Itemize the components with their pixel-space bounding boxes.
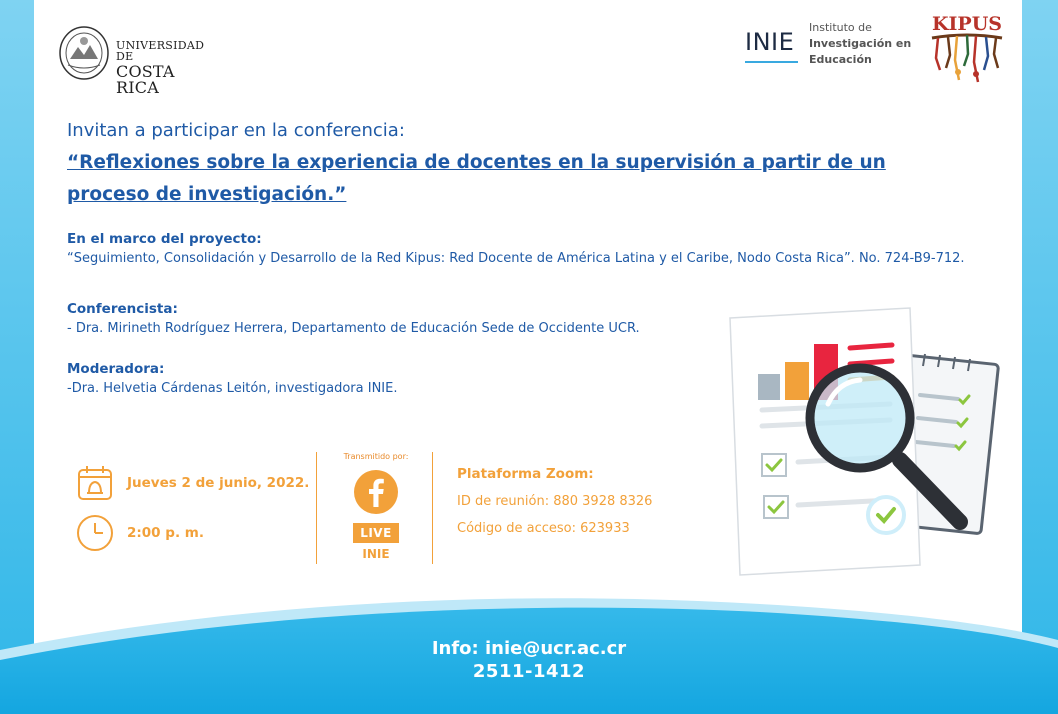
inie-name-line1: Instituto de [809,21,872,34]
moderator-text: -Dra. Helvetia Cárdenas Leitón, investigadora INIE. [67,381,398,396]
event-time: 2:00 p. m. [127,525,204,541]
broadcast-label: Transmitido por: [343,452,409,461]
ucr-seal-icon [58,25,110,81]
ucr-name-line1: UNIVERSIDAD DE [116,39,205,63]
divider-right [432,452,433,564]
broadcast-info [328,452,424,564]
inie-name-line3: Educación [809,53,872,66]
kipus-logo [924,10,1010,96]
speaker-text: - Dra. Mirineth Rodríguez Herrera, Departamento de Educación Sede de Occidente UCR. [67,321,640,336]
project-label: En el marco del proyecto: [67,231,262,247]
inie-logo [745,20,915,70]
event-time-row [75,513,204,553]
event-date: Jueves 2 de junio, 2022. [127,475,310,491]
inie-underline [745,61,798,63]
speaker-section [67,301,707,336]
moderator-label: Moderadora: [67,361,165,377]
zoom-title: Plataforma Zoom: [457,466,594,482]
zoom-passcode[interactable]: Código de acceso: 623933 [457,521,630,536]
footer-contact [0,638,1058,682]
moderator-section [67,361,707,396]
intro-text: Invitan a participar en la conferencia: [67,120,405,141]
calendar-bell-icon [75,463,115,503]
footer-phone[interactable]: 2511-1412 [472,661,586,682]
inie-name-line2: Investigación en [809,37,912,50]
clock-icon [75,513,115,553]
facebook-icon[interactable] [353,469,399,515]
event-datetime [75,463,315,563]
kipus-wordmark: KIPUS [932,13,1002,35]
zoom-meeting-id[interactable]: ID de reunión: 880 3928 8326 [457,494,653,509]
zoom-info [457,466,697,536]
project-text: “Seguimiento, Consolidación y Desarrollo de la Red Kipus: Red Docente de América Latina y el Caribe, Nodo Costa Rica”. No. 724-B9-712. [67,251,965,266]
broadcast-channel: INIE [362,547,390,561]
ucr-name-line2: COSTA RICA [116,62,175,97]
speaker-label: Conferencista: [67,301,178,317]
inie-wordmark: INIE [745,28,795,56]
conference-title: “Reflexiones sobre la experiencia de docentes en la supervisión a partir de un proceso de investigación.” [67,152,886,205]
footer-info-email[interactable]: Info: inie@ucr.ac.cr [431,638,627,659]
ucr-logo [58,25,218,97]
event-date-row [75,463,309,503]
report-magnifier-illustration [720,300,1010,590]
live-badge: LIVE [353,523,399,543]
project-section [67,231,997,266]
divider-left [316,452,317,564]
